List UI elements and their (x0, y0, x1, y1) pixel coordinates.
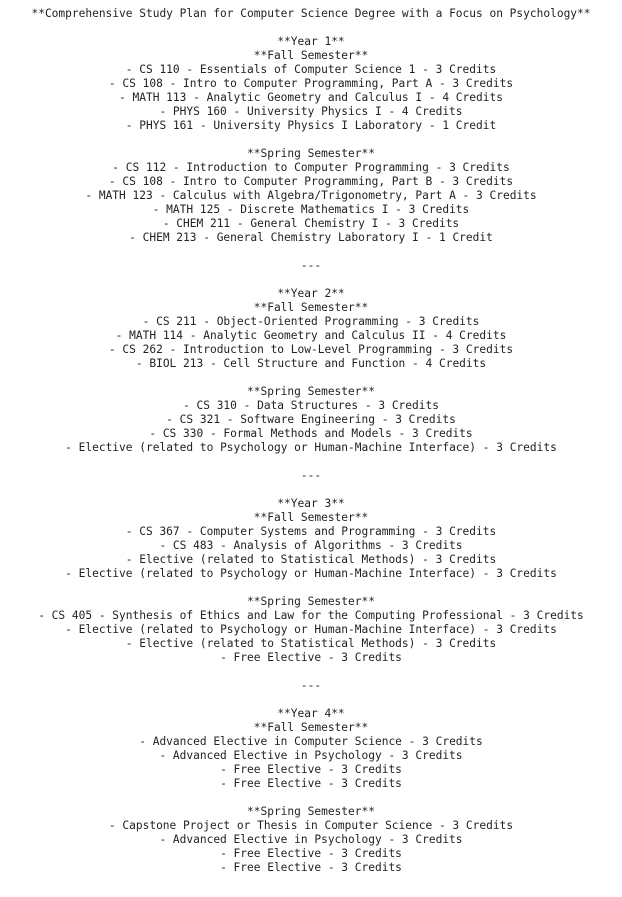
course-item: - CS 483 - Analysis of Algorithms - 3 Credits (159, 539, 463, 552)
year-section (0, 35, 622, 245)
course-item: - CS 108 - Intro to Computer Programming, Part B - 3 Credits (108, 175, 514, 188)
course-item: - Elective (related to Psychology or Human-Machine Interface) - 3 Credits (65, 567, 557, 580)
course-item: - Advanced Elective in Computer Science - 3 Credits (139, 735, 483, 748)
semester-heading: **Fall Semester** (253, 511, 369, 524)
course-item: - PHYS 160 - University Physics I - 4 Credits (159, 105, 463, 118)
year-section (0, 287, 622, 455)
spacer (0, 791, 622, 805)
course-item: - CS 262 - Introduction to Low-Level Programming - 3 Credits (108, 343, 514, 356)
spacer (0, 693, 622, 707)
course-item: - Elective (related to Statistical Methods) - 3 Credits (125, 553, 497, 566)
spacer (0, 371, 622, 385)
spacer (0, 21, 622, 35)
semester-heading: **Fall Semester** (253, 301, 369, 314)
course-item: - CHEM 211 - General Chemistry I - 3 Credits (162, 217, 460, 230)
course-item: - Free Elective - 3 Credits (220, 763, 402, 776)
course-item: - MATH 123 - Calculus with Algebra/Trigonometry, Part A - 3 Credits (85, 189, 537, 202)
course-item: - CS 110 - Essentials of Computer Science 1 - 3 Credits (125, 63, 497, 76)
year-heading: **Year 3** (277, 497, 345, 510)
course-item: - Free Elective - 3 Credits (220, 861, 402, 874)
course-item: - MATH 125 - Discrete Mathematics I - 3 Credits (152, 203, 470, 216)
course-item: - MATH 113 - Analytic Geometry and Calculus I - 4 Credits (119, 91, 503, 104)
spacer (0, 245, 622, 259)
semester-heading: **Spring Semester** (247, 805, 375, 818)
year-heading: **Year 1** (277, 35, 345, 48)
spacer (0, 273, 622, 287)
spacer (0, 483, 622, 497)
course-item: - CS 405 - Synthesis of Ethics and Law for the Computing Professional - 3 Credits (38, 609, 584, 622)
course-item: - PHYS 161 - University Physics I Laboratory - 1 Credit (125, 119, 497, 132)
course-item: - Elective (related to Statistical Methods) - 3 Credits (125, 637, 497, 650)
course-item: - CS 108 - Intro to Computer Programming, Part A - 3 Credits (108, 77, 514, 90)
course-item: - Elective (related to Psychology or Human-Machine Interface) - 3 Credits (65, 623, 557, 636)
semester-heading: **Fall Semester** (253, 721, 369, 734)
spacer (0, 455, 622, 469)
semester-heading: **Fall Semester** (253, 49, 369, 62)
course-item: - BIOL 213 - Cell Structure and Function - 4 Credits (135, 357, 487, 370)
course-item: - CS 321 - Software Engineering - 3 Credits (166, 413, 456, 426)
semester-heading: **Spring Semester** (247, 595, 375, 608)
course-item: - CS 112 - Introduction to Computer Programming - 3 Credits (112, 161, 510, 174)
course-item: - Elective (related to Psychology or Human-Machine Interface) - 3 Credits (65, 441, 557, 454)
spacer (0, 133, 622, 147)
year-heading: **Year 2** (277, 287, 345, 300)
section-separator: --- (300, 259, 322, 272)
course-item: - MATH 114 - Analytic Geometry and Calculus II - 4 Credits (115, 329, 507, 342)
section-separator: --- (300, 679, 322, 692)
course-item: - Advanced Elective in Psychology - 3 Credits (159, 749, 463, 762)
year-section (0, 497, 622, 665)
course-item: - CS 367 - Computer Systems and Programming - 3 Credits (125, 525, 497, 538)
course-item: - Free Elective - 3 Credits (220, 777, 402, 790)
semester-heading: **Spring Semester** (247, 385, 375, 398)
semester-heading: **Spring Semester** (247, 147, 375, 160)
course-item: - CS 330 - Formal Methods and Models - 3 Credits (149, 427, 473, 440)
course-item: - Free Elective - 3 Credits (220, 847, 402, 860)
course-item: - Free Elective - 3 Credits (220, 651, 402, 664)
course-item: - CS 211 - Object-Oriented Programming - 3 Credits (142, 315, 480, 328)
year-heading: **Year 4** (277, 707, 345, 720)
spacer (0, 581, 622, 595)
course-item: - Advanced Elective in Psychology - 3 Credits (159, 833, 463, 846)
year-section (0, 707, 622, 875)
course-item: - CS 310 - Data Structures - 3 Credits (183, 399, 439, 412)
course-item: - Capstone Project or Thesis in Computer Science - 3 Credits (108, 819, 514, 832)
spacer (0, 665, 622, 679)
course-item: - CHEM 213 - General Chemistry Laboratory I - 1 Credit (129, 231, 493, 244)
section-separator: --- (300, 469, 322, 482)
document-title: **Comprehensive Study Plan for Computer Science Degree with a Focus on Psychology** (31, 7, 591, 20)
